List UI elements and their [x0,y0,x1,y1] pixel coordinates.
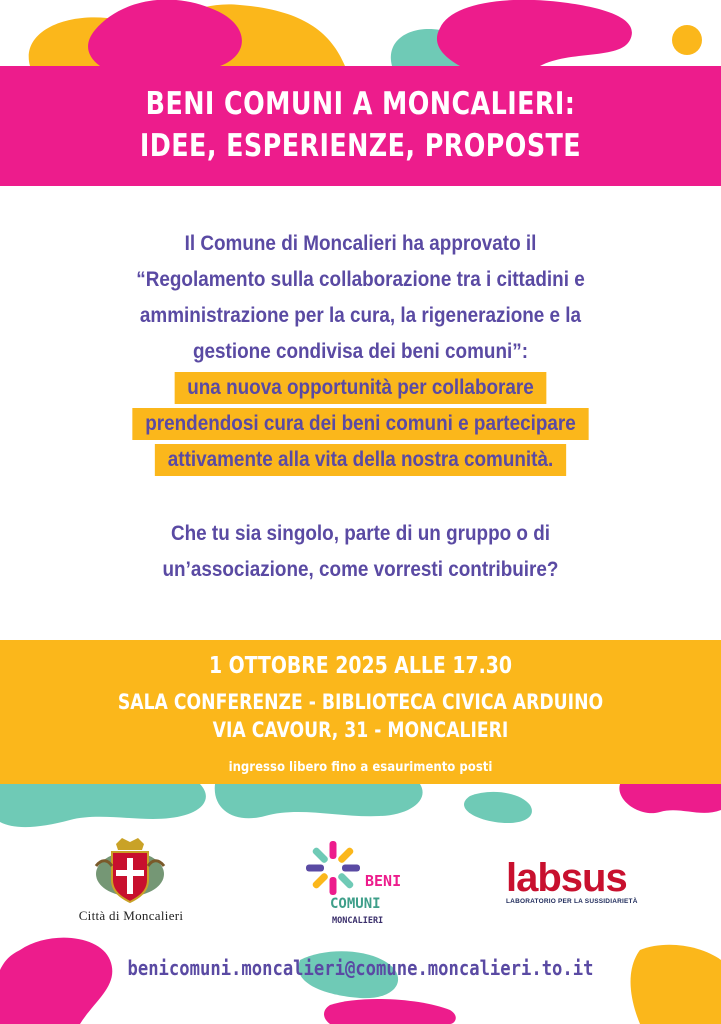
labsus-logo: labsus [506,856,627,900]
event-note: ingresso libero fino a esaurimento posti [228,760,493,775]
intro-text [36,226,685,478]
teal-blob-bottom-right [464,792,532,823]
intro-line: amministrazione per la cura, la rigenerazione e la [139,304,582,327]
beni-label: BENI [365,872,402,890]
teal-blob-bottom-mid [215,784,423,818]
labsus-subtitle: LABORATORIO PER LA SUSSIDIARIETÀ [506,898,638,905]
teal-blob-bottom-left [0,784,206,827]
moncalieri-label: MONCALIERI [332,916,384,926]
event-datetime: 1 OTTOBRE 2025 ALLE 17.30 [208,653,513,679]
event-venue: SALA CONFERENZE - BIBLIOTECA CIVICA ARDUINO [117,690,604,714]
title-banner [0,66,721,186]
yellow-dot-top-right [672,25,702,55]
highlight-line: prendendosi cura dei beni comuni e partecipare [133,408,589,440]
comuni-label: COMUNI [330,896,381,912]
question-line: un’associazione, come vorresti contribuire? [162,558,559,581]
highlight-line: una nuova opportunità per collaborare [175,372,547,404]
pink-blob-bottom-right [619,784,721,813]
intro-line: “Regolamento sulla collaborazione tra i cittadini e [136,268,585,291]
highlight-line: attivamente alla vita della nostra comunità. [155,444,566,476]
pink-blob-top-right [437,0,632,66]
question-line: Che tu sia singolo, parte di un gruppo o di [170,522,551,545]
page-title-line2: IDEE, ESPERIENZE, PROPOSTE [139,128,582,164]
coat-of-arms-logo [92,836,168,906]
event-address: VIA CAVOUR, 31 - MONCALIERI [212,718,509,742]
pink-blob-footer-mid [324,999,456,1024]
citta-di-moncalieri-label: Città di Moncalieri [78,908,184,923]
pink-blob-footer-left [0,938,112,1024]
contact-email[interactable]: benicomuni.moncalieri@comune.moncalieri.to.it [127,956,594,980]
page-title-line1: BENI COMUNI A MONCALIERI: [145,86,576,122]
beni-comuni-star-logo [303,838,363,898]
question-text [36,516,685,588]
intro-line: gestione condivisa dei beni comuni”: [192,340,528,363]
intro-line: Il Comune di Moncalieri ha approvato il [184,232,537,255]
